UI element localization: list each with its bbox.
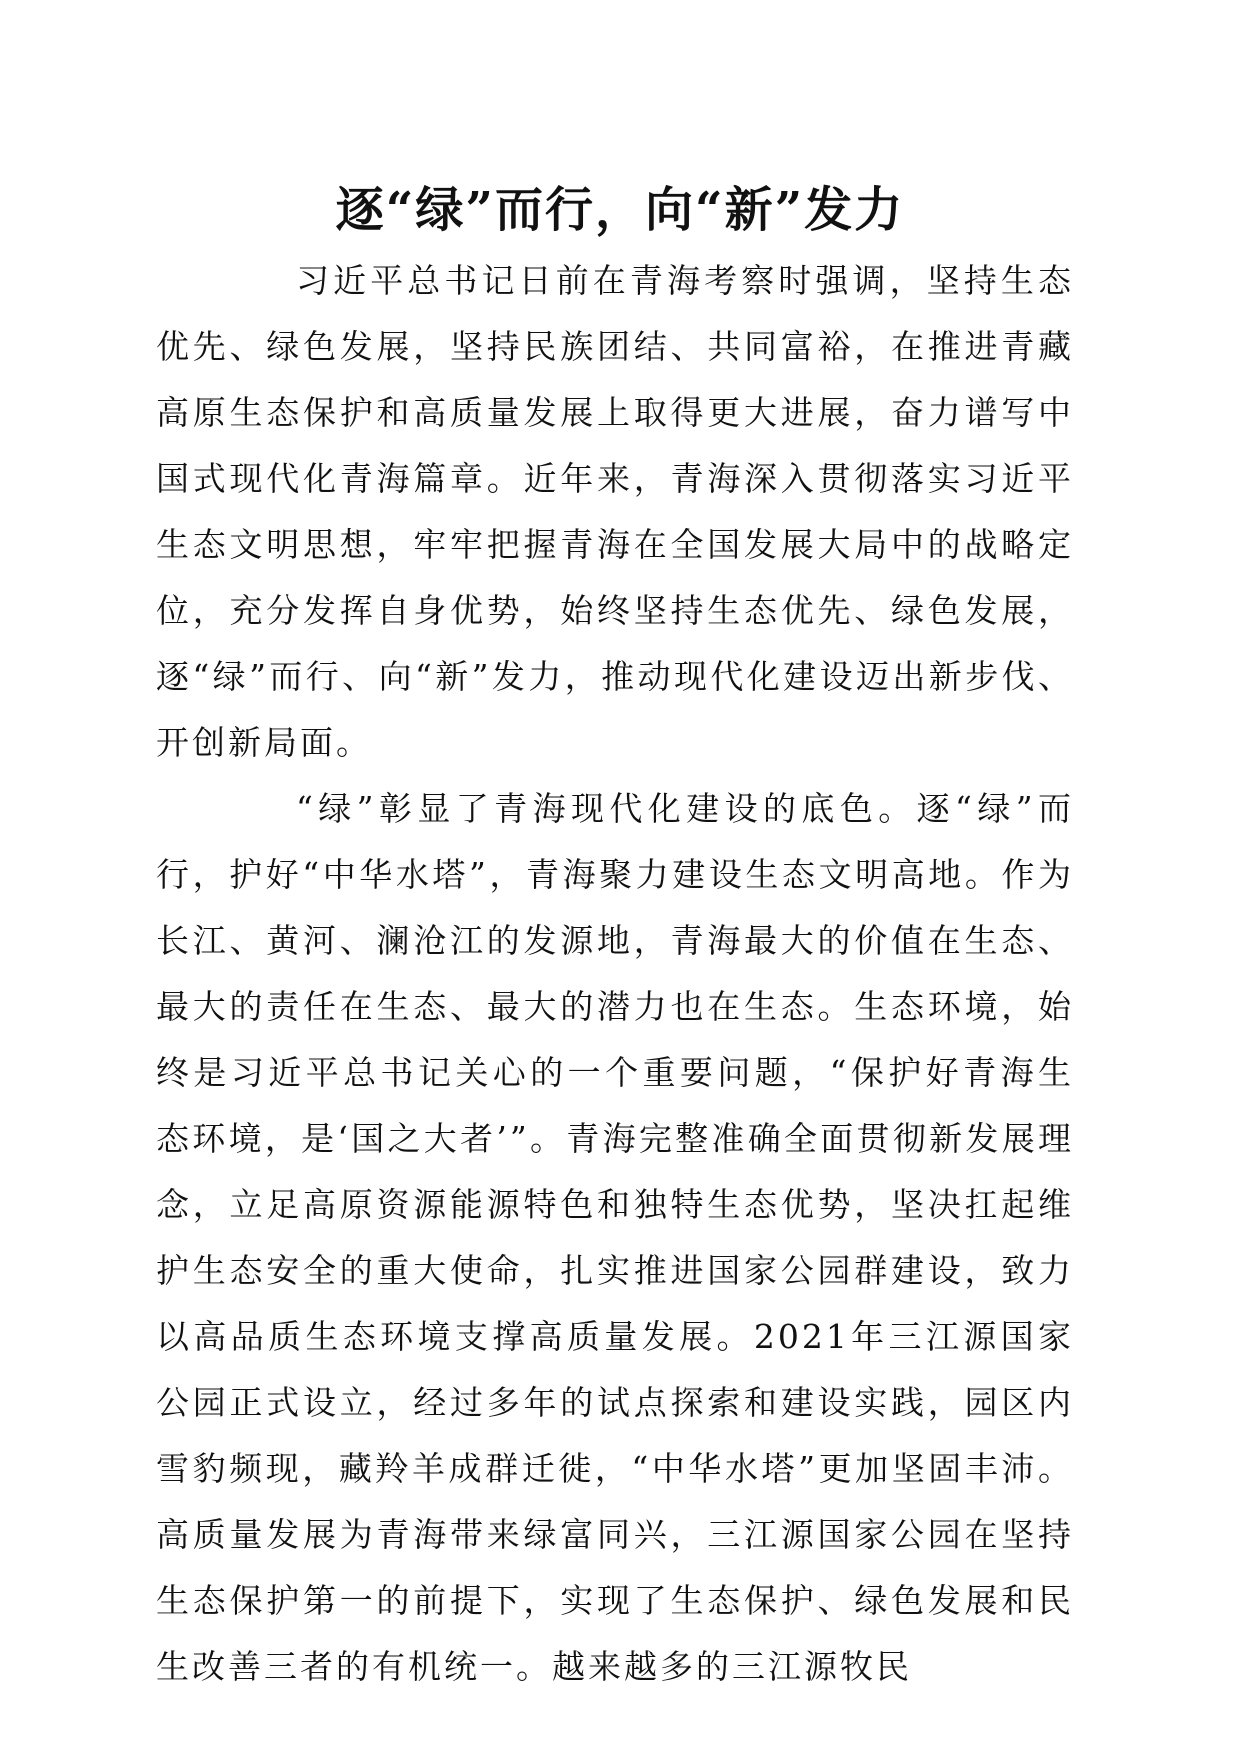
document-body xyxy=(156,248,1074,1700)
document-title: 逐“绿”而行，向“新”发力 xyxy=(335,182,905,238)
paragraph-2: “绿”彰显了青海现代化建设的底色。逐“绿”而行，护好“中华水塔”，青海聚力建设生态文明高地。作为长江、黄河、澜沧江的发源地，青海最大的价值在生态、最大的责任在生态、最大的潜力也在生态。生态环境，始终是习近平总书记关心的一个重要问题，“保护好青海生态环境，是‘国之大者’”。青海完整准确全面贯彻新发展理念，立足高原资源能源特色和独特生态优势，坚决扛起维护生态安全的重大使命，扎实推进国家公园群建设，致力以高品质生态环境支撑高质量发展。2021年三江源国家公园正式设立，经过多年的试点探索和建设实践，园区内雪豹频现，藏羚羊成群迁徙，“中华水塔”更加坚固丰沛。高质量发展为青海带来绿富同兴，三江源国家公园在坚持生态保护第一的前提下，实现了生态保护、绿色发展和民生改善三者的有机统一。越来越多的三江源牧民 xyxy=(156,789,1074,1686)
paragraph-1: 习近平总书记日前在青海考察时强调，坚持生态优先、绿色发展，坚持民族团结、共同富裕，在推进青藏高原生态保护和高质量发展上取得更大进展，奋力谱写中国式现代化青海篇章。近年来，青海深入贯彻落实习近平生态文明思想，牢牢把握青海在全国发展大局中的战略定位，充分发挥自身优势，始终坚持生态优先、绿色发展，逐“绿”而行、向“新”发力，推动现代化建设迈出新步伐、开创新局面。 xyxy=(156,261,1074,762)
